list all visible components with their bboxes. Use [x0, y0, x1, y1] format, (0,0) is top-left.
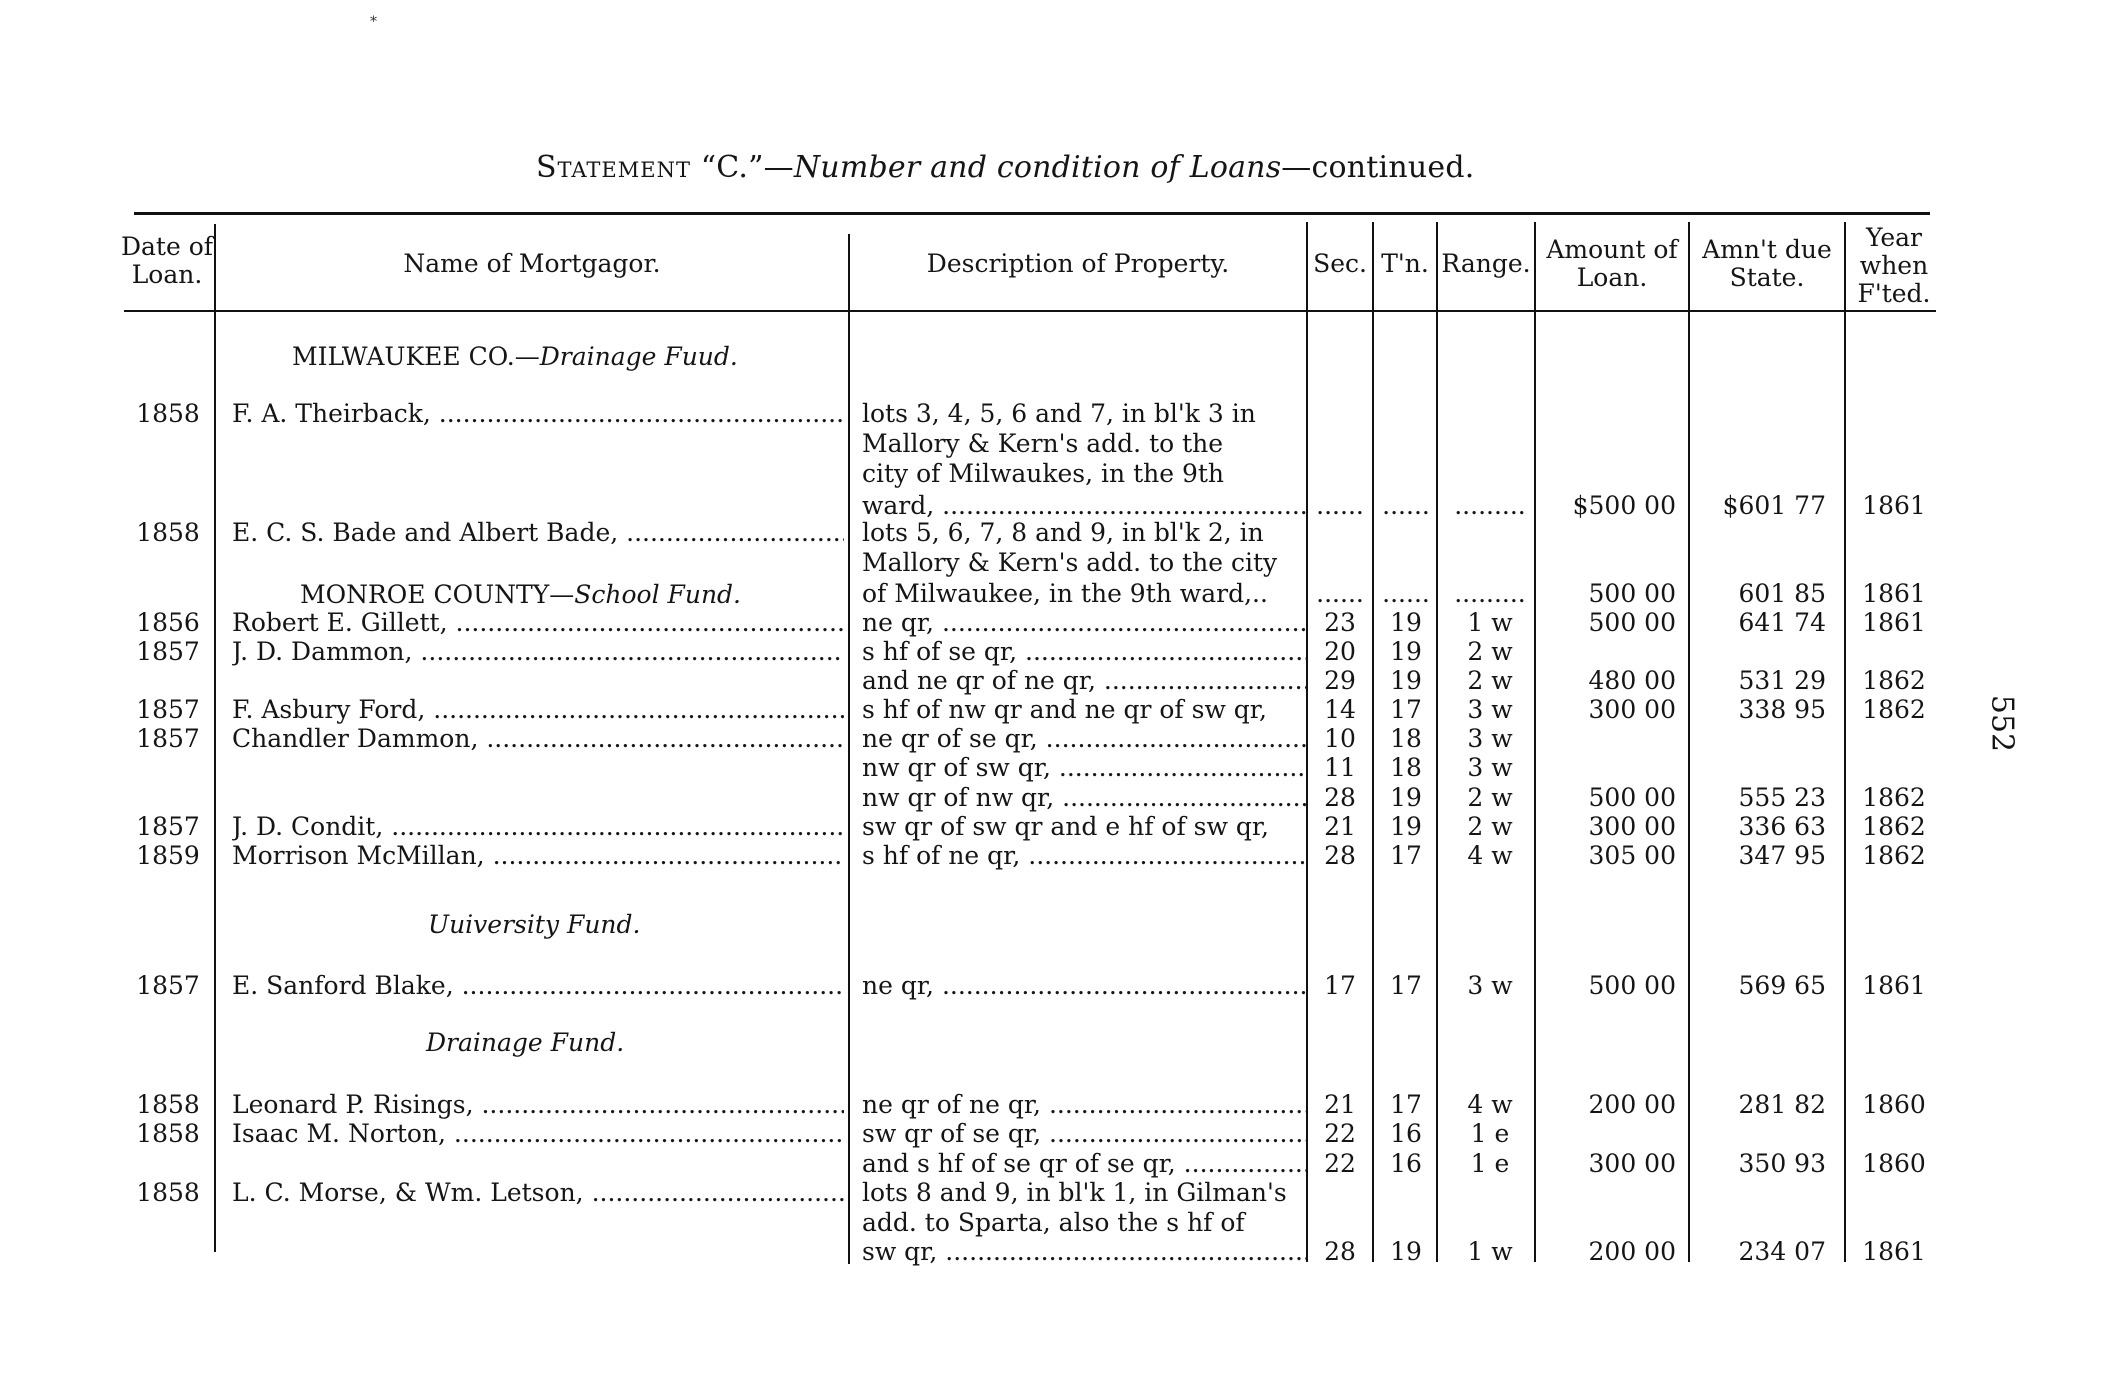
row-amount: 500 00: [1588, 783, 1676, 812]
row-date: 1858: [136, 399, 200, 428]
header-date: Date of Loan.: [120, 232, 214, 289]
row-due: 641 74: [1738, 608, 1826, 637]
row-due: 234 07: [1738, 1237, 1826, 1266]
row-range: 3 w: [1467, 753, 1513, 782]
row-description: sw qr of se qr, .....: [862, 1119, 1306, 1149]
table-row: [0, 637, 2116, 667]
table-row: [0, 753, 2116, 783]
table-row: [0, 399, 2116, 429]
row-due: 531 29: [1738, 666, 1826, 695]
row-range: 4 w: [1467, 1090, 1513, 1119]
table-row: [0, 812, 2116, 842]
table-row: [0, 1208, 2116, 1238]
row-amount: 300 00: [1588, 695, 1676, 724]
row-section: 17: [1324, 971, 1356, 1000]
row-name: J. D. Condit, .....: [232, 812, 844, 842]
row-section: 23: [1324, 608, 1356, 637]
row-description: ne qr, .....: [862, 608, 1306, 638]
row-year: 1862: [1862, 812, 1926, 841]
row-due: 281 82: [1738, 1090, 1826, 1119]
row-name: Chandler Dammon, .....: [232, 724, 844, 754]
section-heading: Uuiversity Fund.: [428, 910, 641, 939]
row-date: 1859: [136, 841, 200, 870]
row-year: 1860: [1862, 1090, 1926, 1119]
row-name: E. Sanford Blake, .....: [232, 971, 844, 1001]
row-description: nw qr of nw qr, .....: [862, 783, 1306, 813]
header-range: Range.: [1441, 249, 1531, 278]
row-year: 1861: [1862, 971, 1926, 1000]
row-description: city of Milwaukes, in the 9th: [862, 459, 1225, 488]
row-range: 2 w: [1467, 637, 1513, 666]
row-name: L. C. Morse, & Wm. Letson, .....: [232, 1178, 844, 1208]
row-range: .........: [1454, 491, 1526, 520]
row-section: 28: [1324, 841, 1356, 870]
row-name: E. C. S. Bade and Albert Bade, .....: [232, 518, 844, 548]
title-prefix: Statement: [536, 150, 691, 185]
row-amount: 300 00: [1588, 1149, 1676, 1178]
row-year: 1861: [1862, 491, 1926, 520]
page-title: [536, 150, 1474, 185]
row-amount: 200 00: [1588, 1237, 1676, 1266]
row-description: ne qr of ne qr, .....: [862, 1090, 1306, 1120]
row-township: 19: [1390, 637, 1422, 666]
header-section: Sec.: [1313, 249, 1367, 278]
row-date: 1857: [136, 971, 200, 1000]
row-amount: 200 00: [1588, 1090, 1676, 1119]
row-date: 1857: [136, 724, 200, 753]
row-section: 21: [1324, 1090, 1356, 1119]
table-row: [0, 783, 2116, 813]
row-description: lots 8 and 9, in bl'k 1, in Gilman's: [862, 1178, 1287, 1207]
row-name: F. Asbury Ford, .....: [232, 695, 844, 725]
row-township: ......: [1382, 491, 1430, 520]
row-name: Morrison McMillan, .....: [232, 841, 844, 871]
row-amount: 500 00: [1588, 971, 1676, 1000]
row-township: ......: [1382, 579, 1430, 608]
row-description: s hf of se qr, .....: [862, 637, 1306, 667]
row-section: ......: [1316, 491, 1364, 520]
row-due: 601 85: [1738, 579, 1826, 608]
row-amount: 305 00: [1588, 841, 1676, 870]
row-year: 1862: [1862, 666, 1926, 695]
row-description: Mallory & Kern's add. to the: [862, 429, 1224, 458]
header-rule: [124, 310, 1936, 312]
row-description: ne qr, .....: [862, 971, 1306, 1001]
table-row: [0, 1237, 2116, 1267]
row-section: 29: [1324, 666, 1356, 695]
top-rule: [134, 212, 1930, 215]
row-due: 350 93: [1738, 1149, 1826, 1178]
row-amount: 500 00: [1588, 579, 1676, 608]
row-range: 1 e: [1470, 1149, 1510, 1178]
row-due: 569 65: [1738, 971, 1826, 1000]
page-number: 552: [1984, 694, 2020, 753]
table-row: [0, 608, 2116, 638]
row-date: 1857: [136, 637, 200, 666]
row-section: 22: [1324, 1149, 1356, 1178]
row-description: nw qr of sw qr, .....: [862, 753, 1306, 783]
header-year: Year when F'ted.: [1857, 223, 1931, 308]
row-range: 4 w: [1467, 841, 1513, 870]
row-description: sw qr, .....: [862, 1237, 1306, 1267]
title-italic: Number and condition of Loans: [793, 150, 1282, 185]
row-township: 17: [1390, 1090, 1422, 1119]
row-name: J. D. Dammon, .....: [232, 637, 844, 667]
row-township: 19: [1390, 666, 1422, 695]
row-township: 19: [1390, 1237, 1422, 1266]
row-date: 1858: [136, 1178, 200, 1207]
row-range: 1 w: [1467, 1237, 1513, 1266]
table-row: [0, 518, 2116, 548]
section-heading: MONROE COUNTY—School Fund.: [300, 580, 742, 609]
row-due: 336 63: [1738, 812, 1826, 841]
row-description: Mallory & Kern's add. to the city: [862, 548, 1278, 577]
row-township: 17: [1390, 695, 1422, 724]
row-due: 555 23: [1738, 783, 1826, 812]
row-description: and ne qr of ne qr, .....: [862, 666, 1306, 696]
row-range: 2 w: [1467, 783, 1513, 812]
row-range: 1 w: [1467, 608, 1513, 637]
row-name: Robert E. Gillett, .....: [232, 608, 844, 638]
row-township: 16: [1390, 1119, 1422, 1148]
table-row: [0, 1090, 2116, 1120]
row-township: 18: [1390, 724, 1422, 753]
row-name: F. A. Theirback, .....: [232, 399, 844, 429]
row-amount: 500 00: [1588, 608, 1676, 637]
row-section: 10: [1324, 724, 1356, 753]
header-description: Description of Property.: [926, 249, 1230, 278]
row-township: 18: [1390, 753, 1422, 782]
row-township: 19: [1390, 608, 1422, 637]
row-amount: $500 00: [1572, 491, 1676, 520]
row-description: of Milwaukee, in the 9th ward,..: [862, 579, 1268, 608]
row-date: 1858: [136, 518, 200, 547]
title-quote: “C.”: [700, 150, 764, 185]
table-row: [0, 724, 2116, 754]
row-date: 1857: [136, 812, 200, 841]
title-suffix: continued.: [1311, 150, 1475, 185]
row-section: 28: [1324, 783, 1356, 812]
row-description: sw qr of sw qr and e hf of sw qr,: [862, 812, 1269, 841]
row-range: 1 e: [1470, 1119, 1510, 1148]
title-dash-2: —: [1281, 150, 1312, 185]
table-row: [0, 971, 2116, 1001]
table-row: [0, 695, 2116, 725]
table-row: [0, 459, 2116, 489]
corner-mark: *: [370, 14, 377, 30]
table-row: [0, 1119, 2116, 1149]
row-township: 16: [1390, 1149, 1422, 1178]
row-description: ward, .....: [862, 491, 1306, 521]
section-heading: Drainage Fund.: [426, 1028, 625, 1057]
row-description: add. to Sparta, also the s hf of: [862, 1208, 1245, 1237]
table-row: [0, 841, 2116, 871]
table-row: [0, 1149, 2116, 1179]
row-section: ......: [1316, 579, 1364, 608]
table-row: [0, 491, 2116, 521]
row-range: 3 w: [1467, 724, 1513, 753]
row-township: 19: [1390, 812, 1422, 841]
header-name: Name of Mortgagor.: [403, 249, 661, 278]
table-row: [0, 579, 2116, 609]
header-due: Amn't due State.: [1702, 235, 1832, 292]
row-amount: 480 00: [1588, 666, 1676, 695]
row-section: 22: [1324, 1119, 1356, 1148]
table-row: [0, 666, 2116, 696]
row-description: lots 3, 4, 5, 6 and 7, in bl'k 3 in: [862, 399, 1256, 428]
row-name: Isaac M. Norton, .....: [232, 1119, 844, 1149]
row-range: 2 w: [1467, 812, 1513, 841]
row-name: Leonard P. Risings, .....: [232, 1090, 844, 1120]
header-amount: Amount of Loan.: [1546, 235, 1678, 292]
title-dash: —: [763, 150, 794, 185]
row-section: 21: [1324, 812, 1356, 841]
row-date: 1858: [136, 1119, 200, 1148]
row-amount: 300 00: [1588, 812, 1676, 841]
row-section: 20: [1324, 637, 1356, 666]
row-township: 19: [1390, 783, 1422, 812]
table-row: [0, 429, 2116, 459]
row-date: 1858: [136, 1090, 200, 1119]
row-description: ne qr of se qr, .....: [862, 724, 1306, 754]
row-year: 1861: [1862, 579, 1926, 608]
row-year: 1862: [1862, 783, 1926, 812]
row-description: s hf of nw qr and ne qr of sw qr,: [862, 695, 1267, 724]
row-description: s hf of ne qr, .....: [862, 841, 1306, 871]
table-row: [0, 548, 2116, 578]
row-description: lots 5, 6, 7, 8 and 9, in bl'k 2, in: [862, 518, 1264, 547]
row-range: 3 w: [1467, 695, 1513, 724]
row-township: 17: [1390, 971, 1422, 1000]
row-section: 11: [1324, 753, 1356, 782]
row-due: 338 95: [1738, 695, 1826, 724]
row-year: 1862: [1862, 695, 1926, 724]
row-year: 1861: [1862, 608, 1926, 637]
row-section: 14: [1324, 695, 1356, 724]
row-range: .........: [1454, 579, 1526, 608]
row-year: 1862: [1862, 841, 1926, 870]
row-range: 3 w: [1467, 971, 1513, 1000]
row-date: 1856: [136, 608, 200, 637]
table-row: [0, 1178, 2116, 1208]
row-range: 2 w: [1467, 666, 1513, 695]
row-due: $601 77: [1722, 491, 1826, 520]
row-year: 1860: [1862, 1149, 1926, 1178]
section-heading: MILWAUKEE CO.—Drainage Fuud.: [292, 342, 738, 371]
row-year: 1861: [1862, 1237, 1926, 1266]
header-township: T'n.: [1381, 249, 1429, 278]
row-date: 1857: [136, 695, 200, 724]
row-township: 17: [1390, 841, 1422, 870]
row-due: 347 95: [1738, 841, 1826, 870]
row-description: and s hf of se qr of se qr, .....: [862, 1149, 1306, 1179]
row-section: 28: [1324, 1237, 1356, 1266]
